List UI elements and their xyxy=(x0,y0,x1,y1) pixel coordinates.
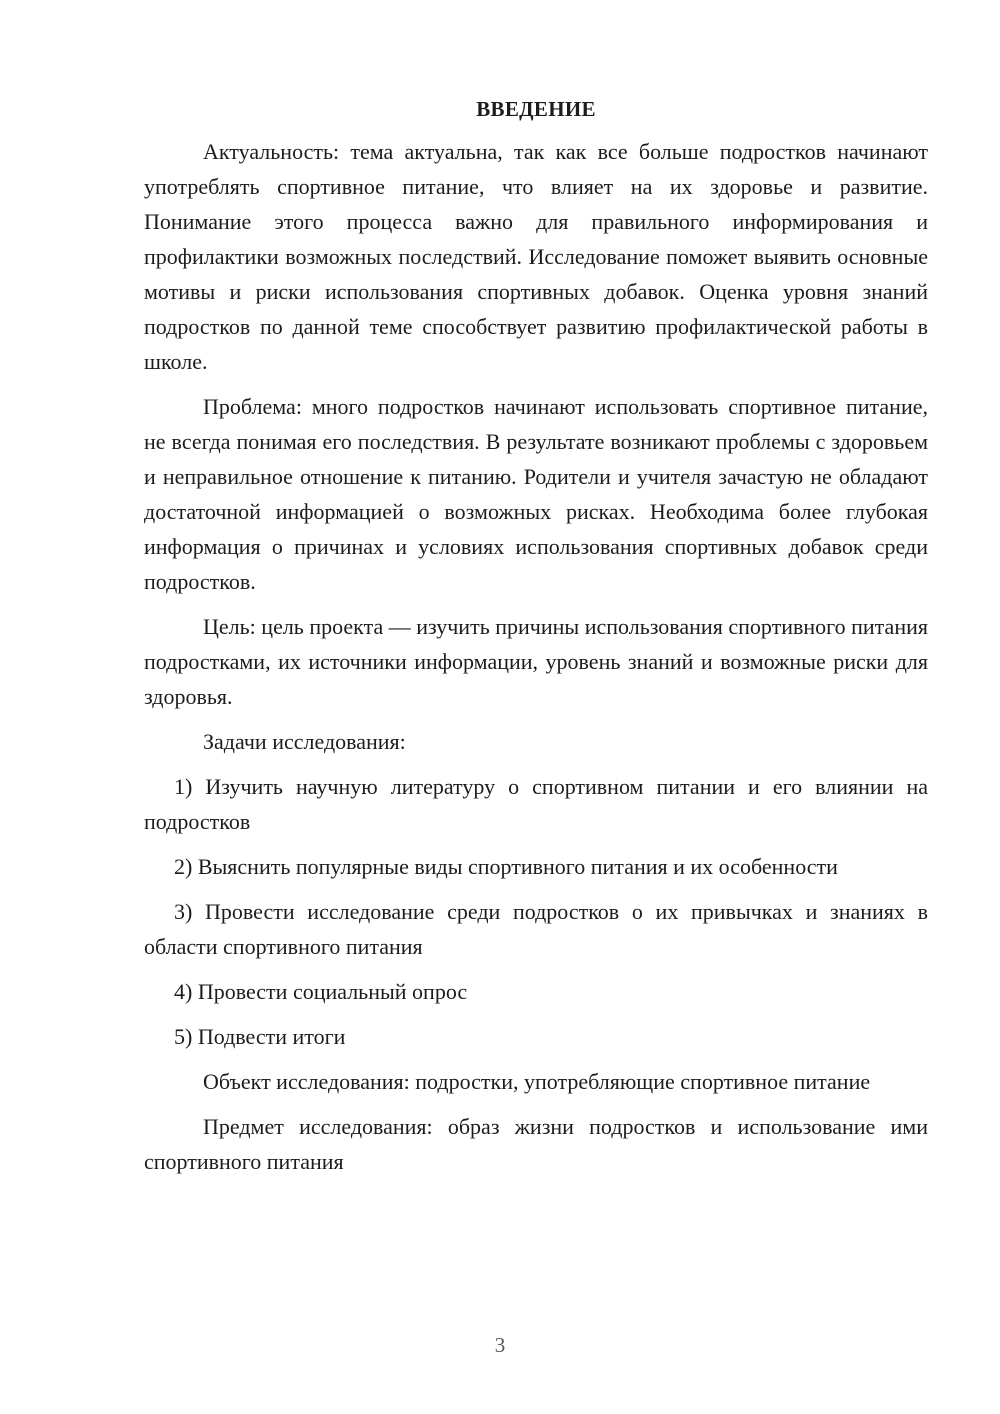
task-item-4: 4) Провести социальный опрос xyxy=(174,979,468,1004)
task-item-3: 3) Провести исследование среди подростков о их привычках и знаниях в области спортивного питания xyxy=(144,899,928,959)
goal-paragraph: Цель: цель проекта — изучить причины использования спортивного питания подростками, их источники информации, уровень знаний и возможные риски для здоровья. xyxy=(144,614,928,709)
problem-paragraph: Проблема: много подростков начинают использовать спортивное питание, не всегда понимая его последствия. В результате возникают проблемы с здоровьем и неправильное отношение к питанию. Родители и учителя зачастую не обладают достаточной информацией о возможных рисках. Необходима более глубокая информация о причинах и условиях использования спортивных добавок среди подростков. xyxy=(144,394,928,594)
tasks-heading: Задачи исследования: xyxy=(203,729,406,754)
task-item-2: 2) Выяснить популярные виды спортивного питания и их особенности xyxy=(174,854,838,879)
document-page xyxy=(144,92,928,1189)
task-item-1: 1) Изучить научную литературу о спортивном питании и его влиянии на подростков xyxy=(144,774,928,834)
page-number: 3 xyxy=(494,1333,506,1357)
relevance-paragraph: Актуальность: тема актуальна, так как все больше подростков начинают употреблять спортивное питание, что влияет на их здоровье и развитие. Понимание этого процесса важно для правильного информирования и профилактики возможных последствий. Исследование поможет выявить основные мотивы и риски использования спортивных добавок. Оценка уровня знаний подростков по данной теме способствует развитию профилактической работы в школе. xyxy=(144,139,928,374)
document-title: ВВЕДЕНИЕ xyxy=(476,97,596,121)
tasks-list xyxy=(144,769,928,1054)
object-paragraph: Объект исследования: подростки, употребляющие спортивное питание xyxy=(203,1069,871,1094)
task-item-5: 5) Подвести итоги xyxy=(174,1024,346,1049)
subject-paragraph: Предмет исследования: образ жизни подростков и использование ими спортивного питания xyxy=(144,1114,928,1174)
